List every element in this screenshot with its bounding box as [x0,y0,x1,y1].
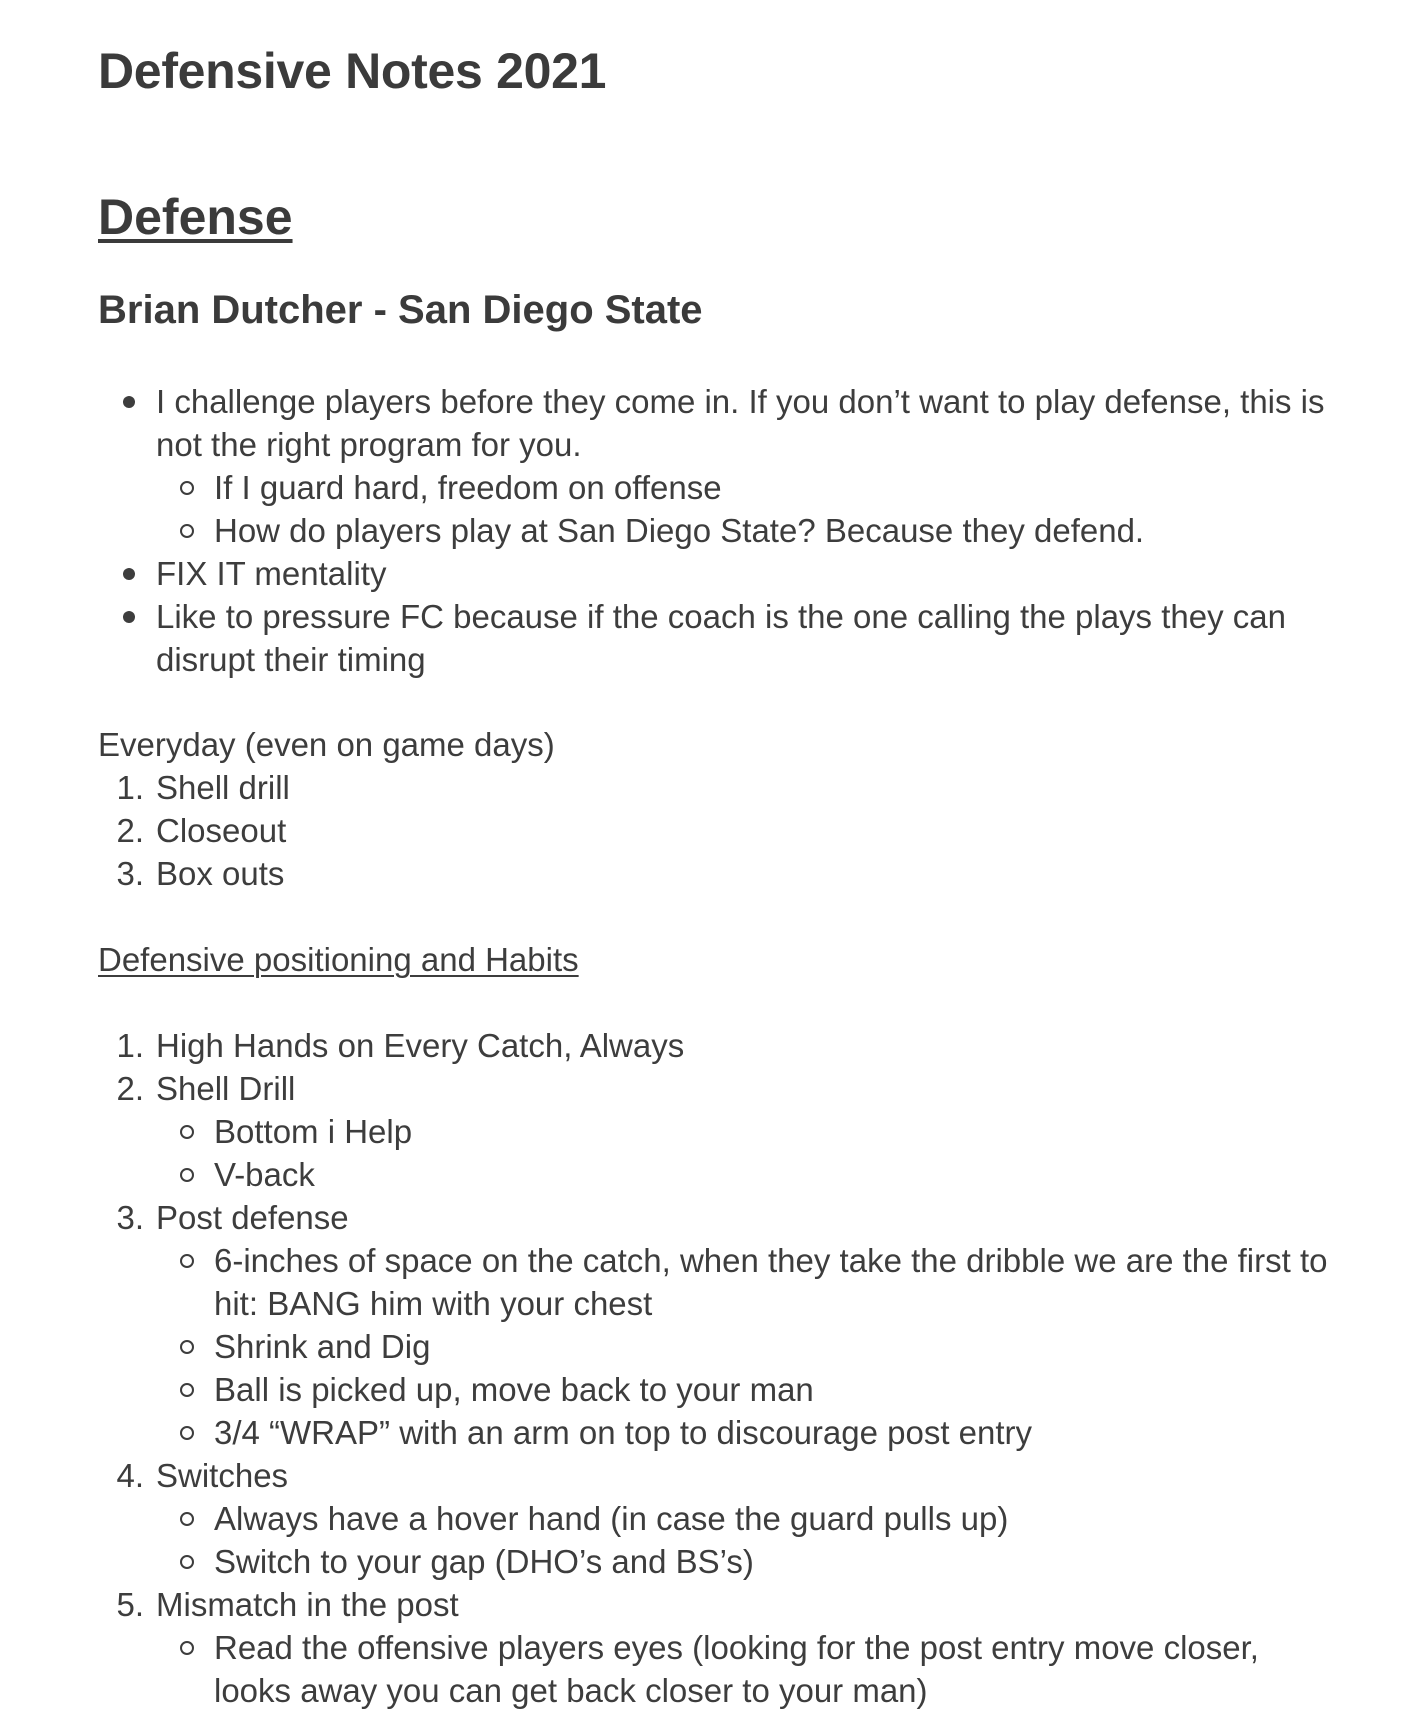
list-number: 4. [116,1457,144,1494]
list-item [156,1497,1338,1540]
list-number: 1. [116,1027,144,1064]
nested-list [156,1497,1338,1583]
list-item [98,809,1338,852]
list-item-text: How do players play at San Diego State? Because they defend. [214,512,1145,549]
list-item [156,1540,1338,1583]
list-number: 1. [116,769,144,806]
list-item [98,380,1338,552]
list-item-text: Closeout [156,812,287,849]
list-item-text: Post defense [156,1199,349,1236]
everyday-list [98,766,1338,895]
list-item-text: V-back [214,1156,315,1193]
everyday-label: Everyday (even on game days) [98,726,555,763]
list-item-text: Bottom i Help [214,1113,413,1150]
nested-list [156,1239,1338,1454]
list-item [156,509,1338,552]
coach-heading: Brian Dutcher - San Diego State [98,288,703,332]
list-item-text: 6-inches of space on the catch, when they take the dribble we are the first to hit: BANG him with your chest [214,1242,1328,1322]
list-number: 3. [116,855,144,892]
document-title: Defensive Notes 2021 [98,43,607,99]
list-item [156,1325,1338,1368]
list-item [98,595,1338,681]
list-item-text: I challenge players before they come in. If you don’t want to play defense, this is not the right program for you. [156,383,1325,463]
everyday-block [98,766,1338,895]
list-item [98,1454,1338,1583]
coach-bullet-list [98,380,1338,681]
nested-list [156,466,1338,552]
positioning-list [98,1024,1338,1712]
list-item [98,1196,1338,1454]
list-item [156,1411,1338,1454]
list-number: 5. [116,1586,144,1623]
list-item-text: Switches [156,1457,289,1494]
list-item [156,1626,1338,1712]
list-item [156,1368,1338,1411]
coach-notes-block [98,380,1338,681]
list-item-text: High Hands on Every Catch, Always [156,1027,685,1064]
list-item-text: Shell drill [156,769,290,806]
list-item [98,766,1338,809]
list-item [156,1239,1338,1325]
positioning-block [98,1024,1338,1712]
list-item-text: Shrink and Dig [214,1328,431,1365]
list-item [98,1067,1338,1196]
list-item [98,1583,1338,1712]
list-item [156,1110,1338,1153]
list-item [98,552,1338,595]
list-item-text: Switch to your gap (DHO’s and BS’s) [214,1543,754,1580]
nested-list [156,1626,1338,1712]
list-item-text: Like to pressure FC because if the coach is the one calling the plays they can disrupt their timing [156,598,1286,678]
list-item-text: Mismatch in the post [156,1586,459,1623]
section-heading-defense: Defense [98,189,293,245]
list-number: 2. [116,812,144,849]
list-item-text: Read the offensive players eyes (looking for the post entry move closer, looks away you can get back closer to your man) [214,1629,1259,1709]
positioning-label: Defensive positioning and Habits [98,941,579,978]
list-number: 3. [116,1199,144,1236]
list-item-text: 3/4 “WRAP” with an arm on top to discourage post entry [214,1414,1033,1451]
list-item-text: Always have a hover hand (in case the guard pulls up) [214,1500,1009,1537]
list-number: 2. [116,1070,144,1107]
list-item-text: Box outs [156,855,285,892]
nested-list [156,1110,1338,1196]
list-item [98,1024,1338,1067]
list-item-text: Ball is picked up, move back to your man [214,1371,814,1408]
list-item-text: Shell Drill [156,1070,296,1107]
list-item-text: If I guard hard, freedom on offense [214,469,722,506]
list-item [98,852,1338,895]
list-item-text: FIX IT mentality [156,555,387,592]
list-item [156,466,1338,509]
list-item [156,1153,1338,1196]
